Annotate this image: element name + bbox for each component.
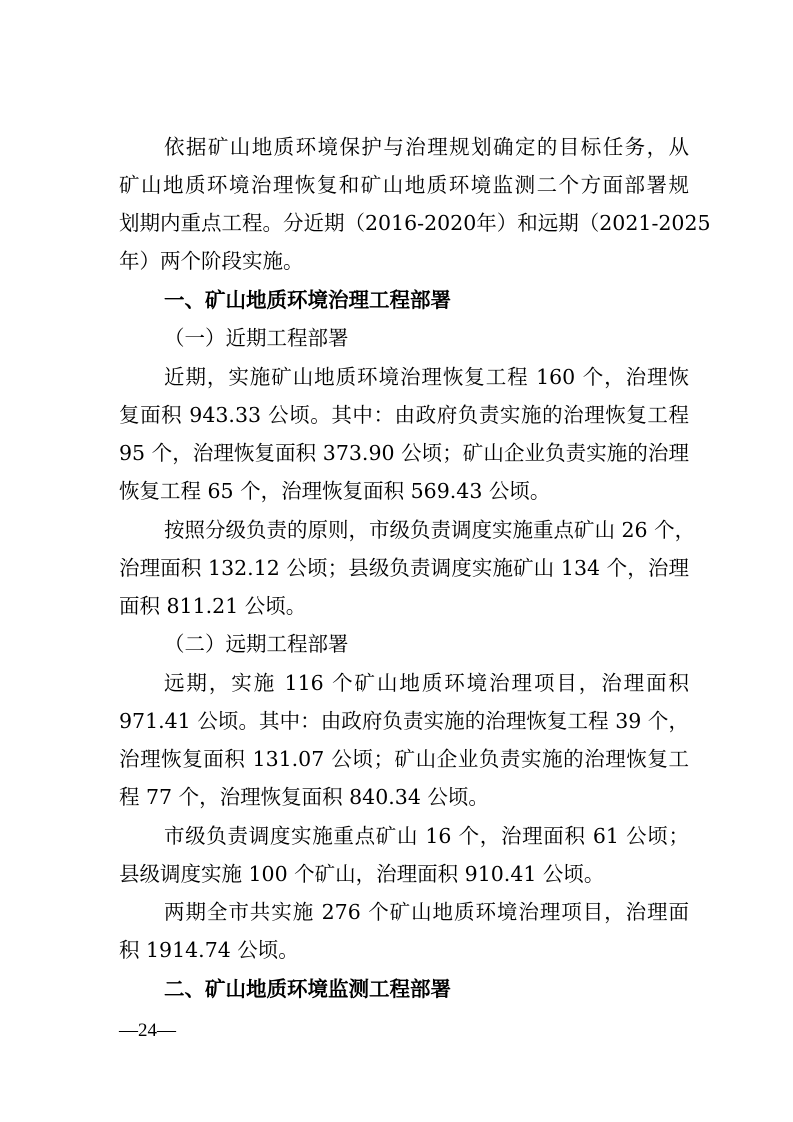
paragraph-tiered-line-1: 按照分级负责的原则，市级负责调度实施重点矿山 26 个， bbox=[164, 518, 696, 542]
paragraph-total-line-1: 两期全市共实施 276 个矿山地质环境治理项目，治理面 bbox=[164, 900, 689, 924]
paragraph-intro-line-1: 依据矿山地质环境保护与治理规划确定的目标任务，从 bbox=[164, 135, 689, 159]
paragraph-tiered-line-2: 治理面积 132.12 公顷；县级负责调度实施矿山 134 个，治理 bbox=[119, 556, 689, 580]
paragraph-near-term-line-3: 95 个，治理恢复面积 373.90 公顷；矿山企业负责实施的治理 bbox=[119, 441, 689, 465]
paragraph-city-county-line-1: 市级负责调度实施重点矿山 16 个，治理面积 61 公顷； bbox=[164, 824, 689, 848]
paragraph-intro-line-3: 划期内重点工程。分近期（2016-2020年）和远期（2021-2025 bbox=[119, 211, 711, 235]
paragraph-long-term-line-3: 治理恢复面积 131.07 公顷；矿山企业负责实施的治理恢复工 bbox=[119, 747, 689, 771]
section-heading-1: 一、矿山地质环境治理工程部署 bbox=[164, 288, 451, 312]
paragraph-long-term-line-2: 971.41 公顷。其中：由政府负责实施的治理恢复工程 39 个， bbox=[119, 709, 689, 733]
subsection-heading-2: （二）远期工程部署 bbox=[164, 632, 349, 656]
section-heading-2: 二、矿山地质环境监测工程部署 bbox=[164, 977, 451, 1001]
paragraph-near-term-line-1: 近期，实施矿山地质环境治理恢复工程 160 个，治理恢 bbox=[164, 365, 689, 389]
paragraph-near-term-line-2: 复面积 943.33 公顷。其中：由政府负责实施的治理恢复工程 bbox=[119, 403, 689, 427]
paragraph-city-county-line-2: 县级调度实施 100 个矿山，治理面积 910.41 公顷。 bbox=[119, 862, 605, 886]
paragraph-near-term-line-4: 恢复工程 65 个，治理恢复面积 569.43 公顷。 bbox=[119, 479, 551, 503]
page-number: —24— bbox=[119, 1020, 176, 1041]
paragraph-long-term-line-4: 程 77 个，治理恢复面积 840.34 公顷。 bbox=[119, 785, 489, 809]
paragraph-long-term-line-1: 远期，实施 116 个矿山地质环境治理项目，治理面积 bbox=[164, 671, 689, 695]
paragraph-tiered-line-3: 面积 811.21 公顷。 bbox=[119, 594, 307, 618]
paragraph-intro-line-4: 年）两个阶段实施。 bbox=[119, 249, 304, 273]
subsection-heading-1: （一）近期工程部署 bbox=[164, 326, 349, 350]
paragraph-total-line-2: 积 1914.74 公顷。 bbox=[119, 938, 299, 962]
paragraph-intro-line-2: 矿山地质环境治理恢复和矿山地质环境监测二个方面部署规 bbox=[119, 173, 689, 197]
